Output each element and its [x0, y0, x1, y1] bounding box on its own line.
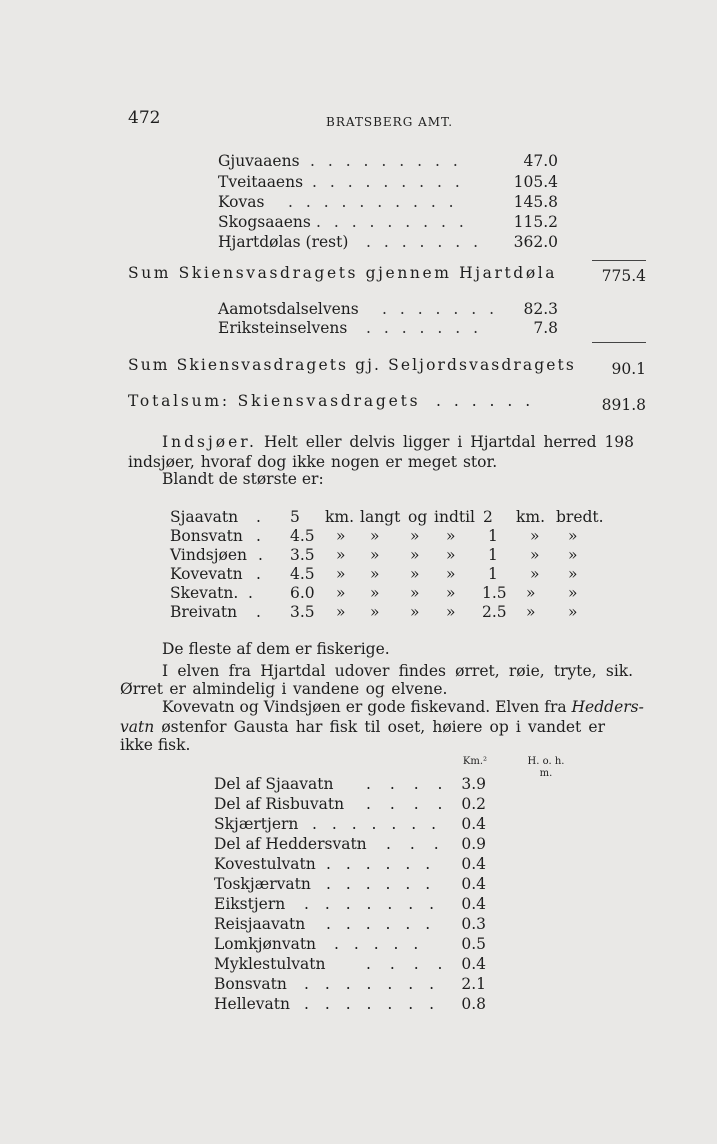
area-row	[214, 954, 486, 974]
lake-width: 2.5	[482, 603, 507, 621]
lake-row	[170, 602, 610, 622]
ditto-mark: »	[446, 565, 456, 583]
ditto-mark: »	[370, 565, 380, 583]
row-name: Hjartdølas (rest)	[218, 233, 349, 251]
area-row	[214, 994, 486, 1014]
unit-label: km.	[325, 508, 355, 526]
ditto-mark: »	[410, 546, 420, 564]
word-and: og	[408, 508, 428, 526]
lake-width: 1	[488, 546, 498, 564]
area-row	[218, 150, 558, 172]
area-row	[218, 191, 558, 213]
column-header-km2: Km.²	[462, 756, 488, 767]
column-header-hoh	[518, 756, 574, 780]
leader-dots: . . .	[386, 835, 446, 853]
area-value: 0.5	[461, 935, 486, 953]
ditto-mark: »	[530, 527, 540, 545]
sum-value-2: 90.1	[611, 360, 646, 378]
leader-dots: . . . . . .	[436, 392, 535, 410]
sum-rule	[592, 342, 646, 343]
paragraph-line: Ørret er almindelig i vandene og elvene.	[120, 680, 448, 698]
area-row	[214, 894, 486, 914]
paragraph-text: Helt eller delvis ligger i Hjartdal herred 198	[264, 433, 635, 451]
ditto-mark: »	[446, 527, 456, 545]
leader-dots: . . . . . . . . .	[312, 173, 464, 191]
ditto-mark: »	[336, 565, 346, 583]
area-value: 0.8	[461, 995, 486, 1013]
lake-width: 1	[488, 565, 498, 583]
row-value: 115.2	[513, 213, 558, 231]
leader-dots: . . . . . . . . .	[316, 213, 468, 231]
row-value: 82.3	[523, 300, 558, 318]
leader-dots: . . . . . . .	[366, 319, 483, 337]
lake-name: Reisjaavatn	[214, 915, 306, 933]
area-value: 3.9	[461, 775, 486, 793]
ditto-mark: »	[446, 584, 456, 602]
paragraph-text: Kovevatn og Vindsjøen er gode fiskevand. Elven fra	[162, 698, 572, 716]
sum-rule	[592, 260, 646, 261]
area-value: 0.3	[461, 915, 486, 933]
area-value: 0.2	[461, 795, 486, 813]
leader-dots: . . . . . . . . .	[310, 152, 462, 170]
lake-name: Bonsvatn	[214, 975, 287, 993]
lake-name: Kovestulvatn	[214, 855, 316, 873]
section-lead: Indsjøer.	[162, 433, 257, 451]
lake-length: 3.5	[290, 546, 315, 564]
leader-dots: . . . . . . .	[304, 895, 440, 913]
lake-name: Skevatn.	[170, 584, 239, 602]
leader-dots: . . . .	[366, 775, 450, 793]
lake-name: Bonsvatn	[170, 527, 243, 545]
leader-dots: . . . . . .	[326, 875, 436, 893]
leader-dots: . . . . . . .	[366, 233, 483, 251]
italic-place-name: Hedders-	[571, 698, 644, 716]
row-value: 105.4	[513, 173, 558, 191]
row-name: Kovas	[218, 193, 265, 211]
ditto-mark: »	[446, 546, 456, 564]
leader-dot: .	[256, 565, 261, 583]
paragraph-line	[120, 717, 605, 737]
header-line: H. o. h.	[527, 756, 565, 767]
running-head: BRATSBERG AMT.	[326, 115, 454, 129]
lake-name: Del af Risbuvatn	[214, 795, 345, 813]
ditto-mark: »	[568, 603, 578, 621]
word-wide: bredt.	[556, 508, 604, 526]
leader-dots: . . . . . . . . . .	[288, 193, 458, 211]
paragraph-line: I elven fra Hjartdal udover findes ørret, røie, tryte, sik.	[162, 662, 634, 680]
area-value: 0.4	[461, 955, 486, 973]
area-row	[214, 934, 486, 954]
row-name: Skogsaaens	[218, 213, 311, 231]
lake-length: 3.5	[290, 603, 315, 621]
lake-row	[170, 507, 610, 527]
word-upto: indtil	[434, 508, 476, 526]
ditto-mark: »	[526, 584, 536, 602]
lake-length: 4.5	[290, 565, 315, 583]
lake-name: Skjærtjern	[214, 815, 299, 833]
row-value: 145.8	[513, 193, 558, 211]
ditto-mark: »	[410, 603, 420, 621]
lake-row	[170, 564, 610, 584]
ditto-mark: »	[446, 603, 456, 621]
paragraph-line: ikke fisk.	[120, 736, 191, 754]
sum-line-1: Sum Skiensvasdragets gjennem Hjartdøla	[128, 264, 558, 282]
leader-dots: . . . . . . .	[304, 995, 440, 1013]
paragraph-line: Blandt de største er:	[162, 470, 324, 488]
leader-dots: . . . . . . .	[382, 300, 499, 318]
paragraph-line	[162, 432, 646, 452]
area-row	[214, 974, 486, 994]
leader-dot: .	[256, 508, 261, 526]
leader-dots: . . . .	[366, 795, 450, 813]
leader-dot: .	[258, 546, 263, 564]
row-name: Eriksteinselvens	[218, 319, 348, 337]
area-row	[218, 171, 558, 193]
ditto-mark: »	[370, 546, 380, 564]
lake-name: Lomkjønvatn	[214, 935, 317, 953]
lake-name: Kovevatn	[170, 565, 243, 583]
ditto-mark: »	[568, 546, 578, 564]
ditto-mark: »	[410, 584, 420, 602]
leader-dots: . . . . . .	[326, 915, 436, 933]
lake-row	[170, 526, 610, 546]
paragraph-line: indsjøer, hvoraf dog ikke nogen er meget stor.	[128, 453, 498, 471]
row-value: 362.0	[513, 233, 558, 251]
total-line	[128, 392, 420, 410]
ditto-mark: »	[526, 603, 536, 621]
paragraph-line: De fleste af dem er fiskerige.	[162, 640, 390, 658]
area-row	[214, 794, 486, 814]
area-row	[218, 211, 558, 233]
ditto-mark: »	[336, 546, 346, 564]
area-row	[214, 814, 486, 834]
lake-length: 4.5	[290, 527, 315, 545]
area-value: 0.4	[461, 815, 486, 833]
lake-name: Toskjærvatn	[214, 875, 311, 893]
ditto-mark: »	[568, 584, 578, 602]
lake-row	[170, 583, 610, 603]
paragraph-line	[162, 697, 644, 717]
italic-place-name: vatn	[120, 718, 155, 736]
lake-row	[170, 545, 610, 565]
ditto-mark: »	[530, 565, 540, 583]
lake-width: 2	[483, 508, 493, 526]
lake-length: 5	[290, 508, 300, 526]
total-label: Totalsum: Skiensvasdragets	[128, 392, 421, 410]
area-row	[214, 854, 486, 874]
leader-dots: . . . . . .	[326, 855, 436, 873]
leader-dots: . . . . . . .	[304, 975, 440, 993]
leader-dot: .	[256, 603, 261, 621]
unit-label: km.	[516, 508, 546, 526]
total-value: 891.8	[601, 396, 646, 414]
area-value: 0.4	[461, 855, 486, 873]
row-name: Aamotsdalselvens	[218, 300, 359, 318]
area-value: 0.4	[461, 895, 486, 913]
ditto-mark: »	[370, 584, 380, 602]
ditto-mark: »	[336, 584, 346, 602]
row-name: Tveitaaens	[218, 173, 304, 191]
sum-line-2: Sum Skiensvasdragets gj. Seljordsvasdragets	[128, 356, 576, 374]
row-value: 7.8	[533, 319, 558, 337]
lake-length: 6.0	[290, 584, 315, 602]
area-row	[218, 231, 558, 253]
area-value: 0.9	[461, 835, 486, 853]
ditto-mark: »	[410, 565, 420, 583]
area-row	[218, 317, 558, 339]
lake-width: 1	[488, 527, 498, 545]
area-value: 2.1	[461, 975, 486, 993]
ditto-mark: »	[370, 603, 380, 621]
leader-dots: . . . . .	[334, 935, 424, 953]
ditto-mark: »	[410, 527, 420, 545]
header-line: m.	[539, 768, 553, 779]
ditto-mark: »	[568, 527, 578, 545]
lake-name: Vindsjøen	[170, 546, 248, 564]
lake-name: Breivatn	[170, 603, 238, 621]
ditto-mark: »	[568, 565, 578, 583]
leader-dots: . . . .	[366, 955, 450, 973]
area-row	[214, 774, 486, 794]
row-value: 47.0	[523, 152, 558, 170]
ditto-mark: »	[530, 546, 540, 564]
ditto-mark: »	[336, 603, 346, 621]
area-value: 0.4	[461, 875, 486, 893]
sum-value-1: 775.4	[601, 267, 646, 285]
word-long: langt	[360, 508, 401, 526]
leader-dots: . . . . . . .	[312, 815, 442, 833]
paragraph-text: østenfor Gausta har fisk til oset, høiere op i vandet er	[154, 718, 605, 736]
lake-name: Eikstjern	[214, 895, 286, 913]
lake-name: Sjaavatn	[170, 508, 239, 526]
area-row	[214, 874, 486, 894]
lake-name: Del af Heddersvatn	[214, 835, 367, 853]
page-number: 472	[128, 108, 161, 128]
ditto-mark: »	[336, 527, 346, 545]
ditto-mark: »	[370, 527, 380, 545]
lake-name: Del af Sjaavatn	[214, 775, 334, 793]
row-name: Gjuvaaens	[218, 152, 300, 170]
lake-width: 1.5	[482, 584, 507, 602]
lake-name: Hellevatn	[214, 995, 290, 1013]
area-row	[214, 834, 486, 854]
area-row	[214, 914, 486, 934]
leader-dot: .	[256, 527, 261, 545]
leader-dot: .	[248, 584, 253, 602]
lake-name: Myklestulvatn	[214, 955, 326, 973]
